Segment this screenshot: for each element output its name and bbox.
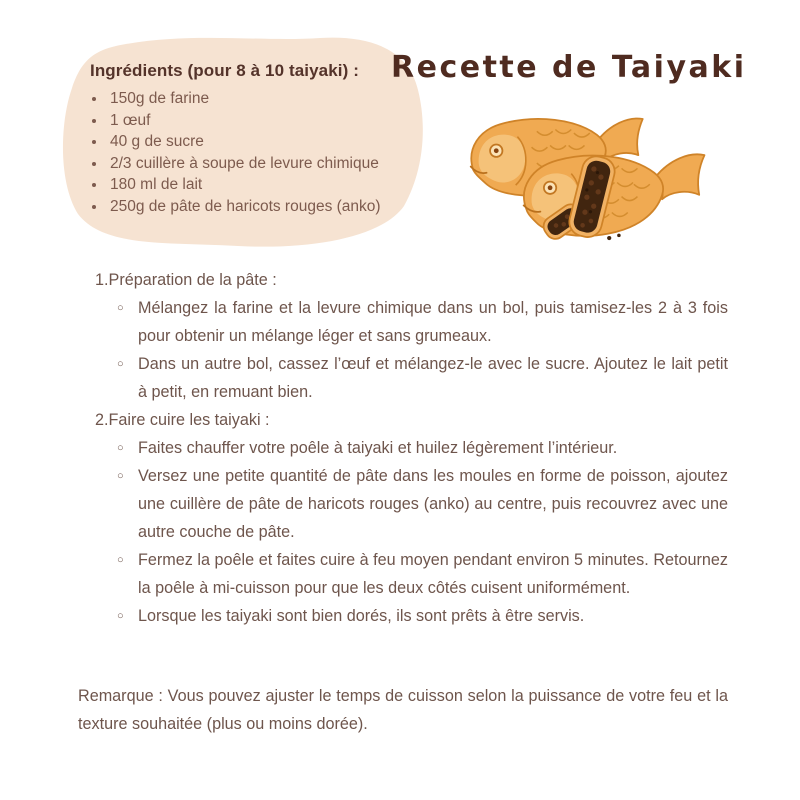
step-number: 1.: [95, 271, 109, 289]
page-title: Recette de Taiyaki: [391, 50, 747, 85]
ingredient-item: • 180 ml de lait: [107, 174, 406, 196]
ingredient-item: • 40 g de sucre: [107, 131, 406, 153]
ingredient-item: • 1 œuf: [107, 110, 406, 132]
step-1: [78, 266, 728, 406]
taiyaki-illustration: [452, 96, 717, 246]
ingredient-list: [90, 88, 406, 218]
step-number: 2.: [95, 411, 109, 429]
ingredient-item: • 250g de pâte de haricots rouges (anko): [107, 196, 406, 218]
step-title-text: Préparation de la pâte :: [108, 271, 277, 289]
ingredients-heading: Ingrédients (pour 8 à 10 taiyaki) :: [90, 61, 359, 80]
substep: ○ Versez une petite quantité de pâte dans les moules en forme de poisson, ajoutez une cuillère de pâte de haricots rouges (anko) au centre, puis recouvrez avec une autre couche de pâte.: [78, 462, 728, 546]
substep: ○ Fermez la poêle et faites cuire à feu moyen pendant environ 5 minutes. Retournez la poêle à mi-cuisson pour que les deux côtés cuisent uniformément.: [78, 546, 728, 602]
step-title: [78, 266, 728, 294]
taiyaki-front-fish: [524, 153, 705, 242]
instructions: [78, 266, 728, 630]
ingredient-item: • 150g de farine: [107, 88, 406, 110]
step-2: [78, 406, 728, 630]
substep: ○ Mélangez la farine et la levure chimique dans un bol, puis tamisez-les 2 à 3 fois pour obtenir un mélange léger et sans grumeaux.: [78, 294, 728, 350]
note: Remarque : Vous pouvez ajuster le temps de cuisson selon la puissance de votre feu et la texture souhaitée (plus ou moins dorée).: [78, 687, 728, 733]
ingredient-item: • 2/3 cuillère à soupe de levure chimique: [107, 153, 406, 175]
substep: ○ Faites chauffer votre poêle à taiyaki et huilez légèrement l’intérieur.: [78, 434, 728, 462]
step-title: [78, 406, 728, 434]
substep-list: [78, 434, 728, 630]
step-title-text: Faire cuire les taiyaki :: [108, 411, 270, 429]
substep-list: [78, 294, 728, 406]
substep: ○ Dans un autre bol, cassez l’œuf et mélangez-le avec le sucre. Ajoutez le lait petit à petit, en remuant bien.: [78, 350, 728, 406]
ingredients-panel: [54, 28, 430, 254]
substep: ○ Lorsque les taiyaki sont bien dorés, ils sont prêts à être servis.: [78, 602, 728, 630]
